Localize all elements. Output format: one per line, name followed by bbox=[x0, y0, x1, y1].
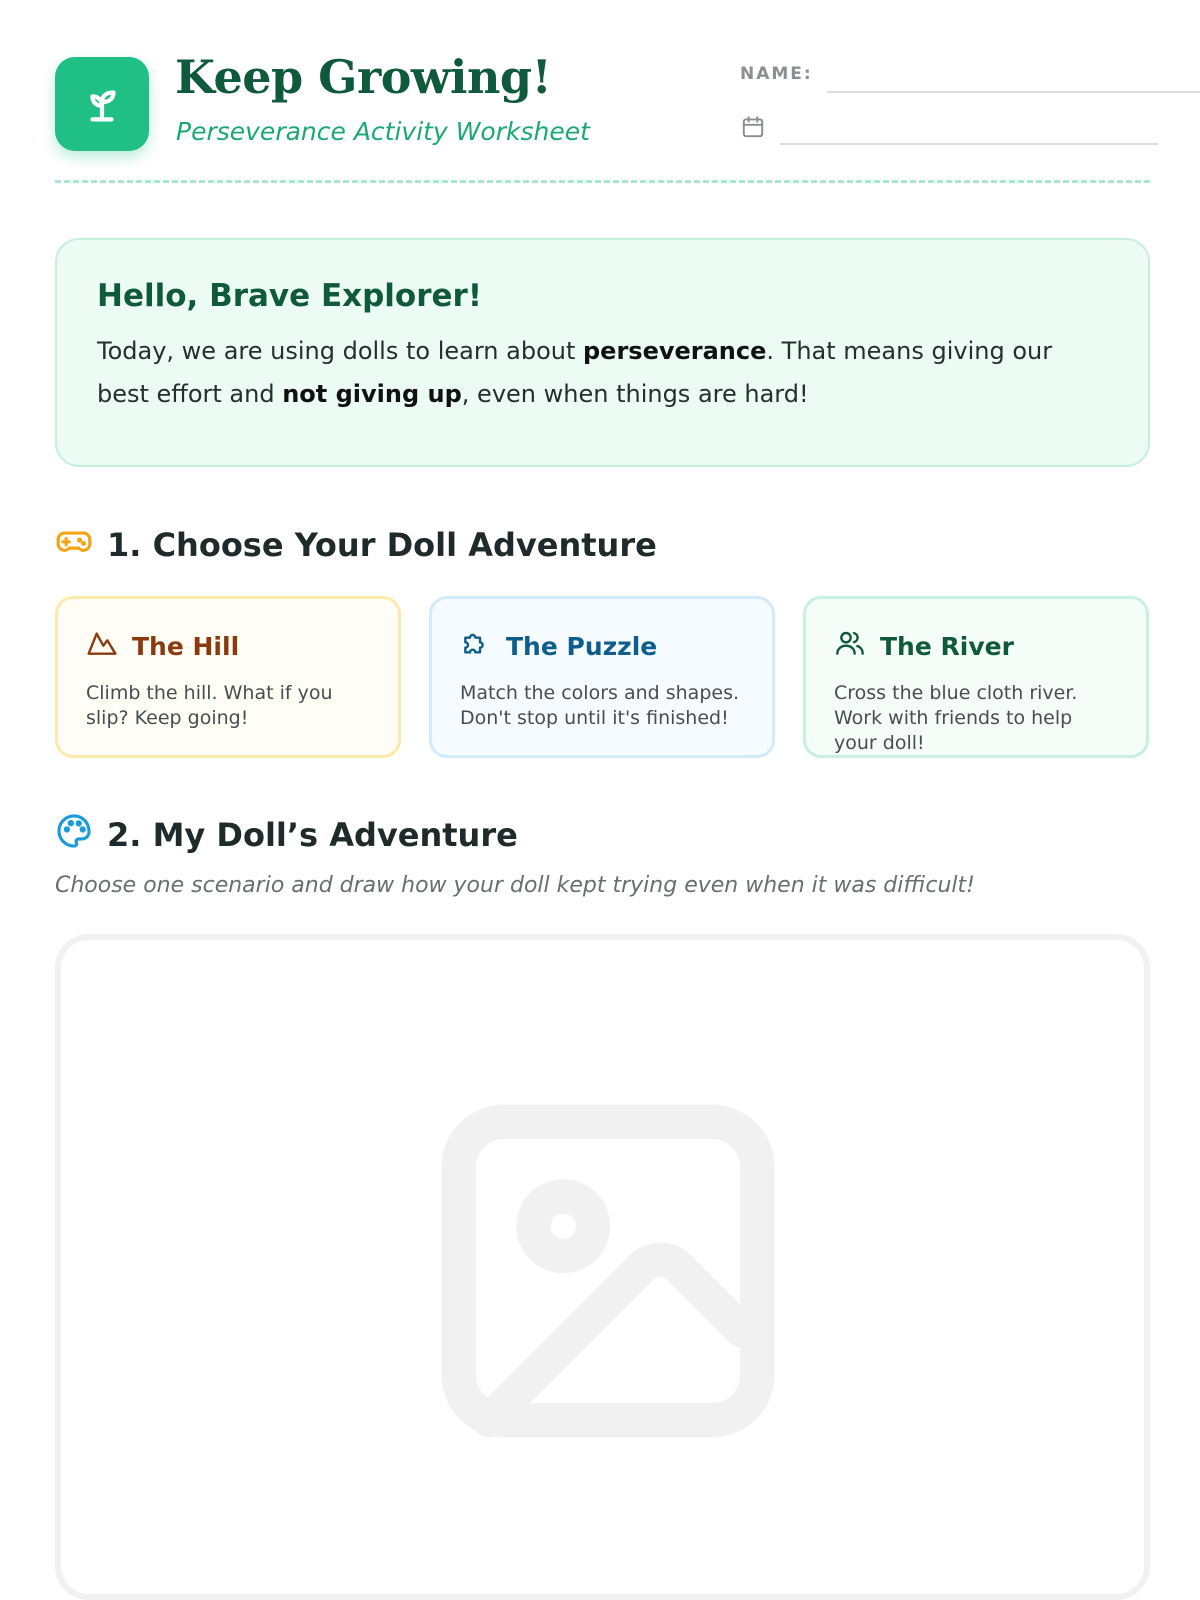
card-the-hill[interactable] bbox=[55, 596, 401, 758]
intro-text-part: . That means giving our best effort and bbox=[97, 337, 1053, 408]
palette-icon bbox=[55, 812, 93, 858]
intro-text-part: , even when things are hard! bbox=[461, 380, 809, 408]
intro-card bbox=[55, 238, 1150, 467]
name-field[interactable] bbox=[827, 91, 1200, 93]
name-label: NAME: bbox=[740, 64, 813, 84]
card-the-puzzle[interactable] bbox=[429, 596, 775, 758]
calendar-icon bbox=[740, 114, 766, 144]
card-text: Cross the blue cloth river. Work with friends to help your doll! bbox=[834, 682, 1078, 754]
section-2-title: 2. My Doll’s Adventure bbox=[107, 816, 518, 854]
card-title-row bbox=[86, 627, 370, 665]
image-icon bbox=[429, 1092, 787, 1454]
intro-bold-perseverance: perseverance bbox=[583, 337, 767, 365]
intro-text-part: Today, we are using dolls to learn about bbox=[97, 337, 583, 365]
card-title: The Puzzle bbox=[506, 631, 658, 661]
section-1-title: 1. Choose Your Doll Adventure bbox=[107, 526, 657, 564]
header-divider bbox=[55, 180, 1150, 183]
date-field[interactable] bbox=[780, 143, 1158, 145]
adventure-cards bbox=[55, 596, 1150, 758]
card-title-row bbox=[834, 627, 1118, 665]
card-title-row bbox=[460, 627, 744, 665]
card-the-river[interactable] bbox=[803, 596, 1149, 758]
worksheet-title: Keep Growing! bbox=[175, 50, 552, 104]
mountain-icon bbox=[86, 627, 118, 665]
intro-heading: Hello, Brave Explorer! bbox=[97, 278, 482, 314]
drawing-instructions: Choose one scenario and draw how your doll kept trying even when it was difficult! bbox=[55, 873, 975, 898]
sprout-icon bbox=[55, 57, 149, 151]
section-2-heading bbox=[55, 812, 518, 858]
intro-text bbox=[97, 330, 1108, 416]
puzzle-icon bbox=[460, 627, 492, 665]
intro-bold-not-giving-up: not giving up bbox=[282, 380, 462, 408]
gamepad-icon bbox=[55, 522, 93, 568]
drawing-area[interactable] bbox=[55, 934, 1150, 1600]
card-title: The Hill bbox=[132, 631, 240, 661]
card-text: Match the colors and shapes. Don't stop until it's finished! bbox=[460, 682, 740, 729]
card-text: Climb the hill. What if you slip? Keep going! bbox=[86, 682, 333, 729]
worksheet-subtitle: Perseverance Activity Worksheet bbox=[176, 117, 590, 146]
card-title: The River bbox=[880, 631, 1014, 661]
section-1-heading bbox=[55, 522, 657, 568]
users-icon bbox=[834, 627, 866, 665]
